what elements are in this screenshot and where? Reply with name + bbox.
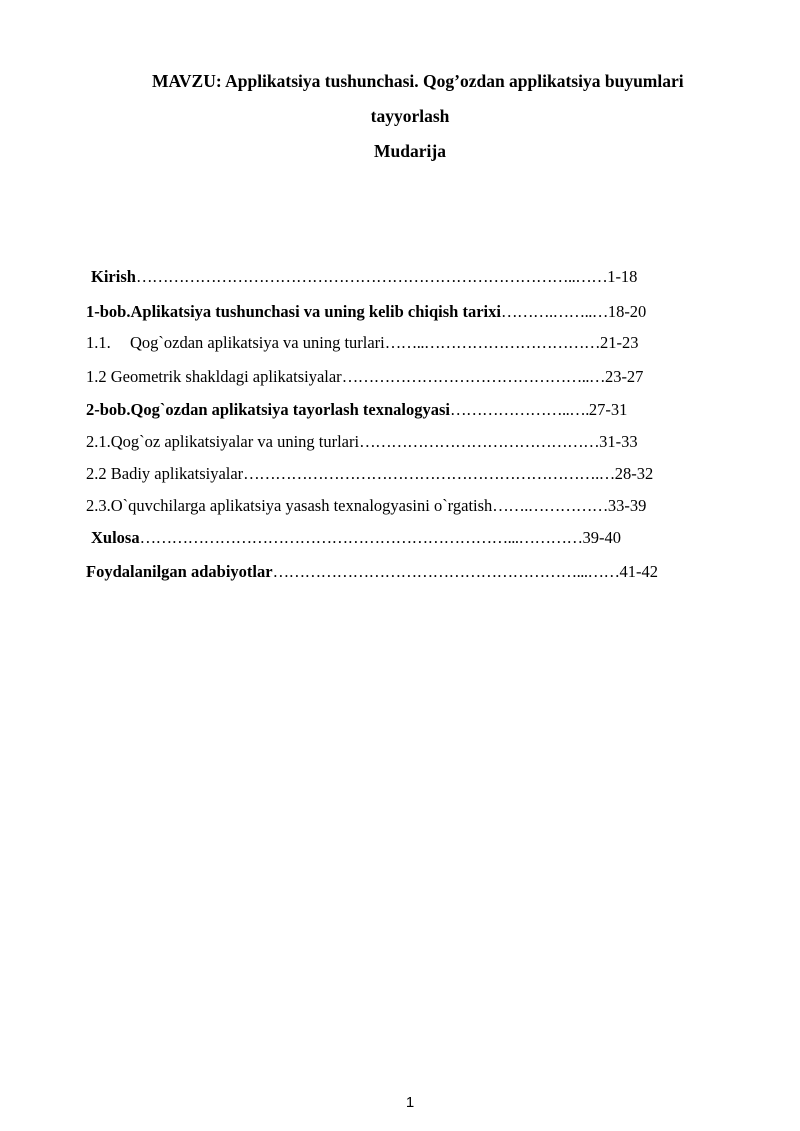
toc-entry-pages: 18-20: [607, 302, 647, 321]
toc-leader-dots: …………………………………………………...……: [272, 562, 620, 581]
toc-entry-pages: 41-42: [619, 562, 658, 581]
toc-entry-label: .Aplikatsiya tushunchasi va uning kelib chiqish tarixi: [126, 302, 501, 321]
toc-leader-dots: ………………………………………..…: [341, 367, 605, 386]
toc-entry-chapter-2: [86, 400, 627, 420]
toc-entry-pages: 31-33: [599, 432, 638, 451]
toc-leader-dots: ……………………………………………………………...…………: [139, 528, 583, 547]
toc-entry-label: 2.3.O`quvchilarga aplikatsiya yasash texnalogyasini o`rgatish: [86, 496, 493, 515]
toc-entry-label: 2.2 Badiy aplikatsiyalar: [86, 464, 244, 483]
toc-entry-chapter-1: [86, 302, 646, 322]
toc-leader-dots: ………………………………………: [359, 432, 600, 451]
toc-entry-2-1: [86, 432, 638, 452]
document-title-continued: tayyorlash: [370, 106, 450, 126]
toc-entry-label: Qog`ozdan aplikatsiya va uning turlari: [130, 333, 385, 352]
toc-entry-prefix: 1.1.: [86, 333, 111, 352]
toc-entry-2-3: [86, 496, 646, 516]
toc-leader-dots: ………………………………………………………………………..……: [135, 267, 608, 286]
toc-leader-dots: ………………………………………………………….…: [243, 464, 615, 483]
toc-entry-pages: 33-39: [607, 496, 647, 515]
toc-entry-1-1: [86, 333, 639, 353]
toc-entry-prefix: 1-bob: [86, 302, 127, 321]
toc-entry-label: Foydalanilgan adabiyotlar: [86, 562, 273, 581]
toc-entry-references: [86, 562, 658, 582]
toc-entry-pages: 1-18: [607, 267, 638, 286]
toc-entry-kirish: [91, 267, 637, 287]
contents-heading: Mudarija: [374, 141, 446, 161]
toc-entry-1-2: [86, 367, 643, 387]
toc-entry-label: 2.1.Qog`oz aplikatsiyalar va uning turlari: [86, 432, 360, 451]
toc-entry-pages: 39-40: [582, 528, 621, 547]
toc-entry-label: Kirish: [91, 267, 136, 286]
toc-entry-pages: 27-31: [588, 400, 628, 419]
toc-entry-pages: 21-23: [600, 333, 639, 352]
toc-leader-dots: …………………..….: [449, 400, 589, 419]
toc-entry-label: 1.2 Geometrik shakldagi aplikatsiyalar: [86, 367, 342, 386]
toc-entry-label: Xulosa: [91, 528, 140, 547]
document-title: MAVZU: Applikatsiya tushunchasi. Qog’ozdan applikatsiya buyumlari: [152, 71, 684, 91]
toc-entry-xulosa: [91, 528, 621, 548]
toc-entry-prefix: 2-bob: [86, 400, 127, 419]
toc-entry-pages: 23-27: [604, 367, 644, 386]
toc-entry-pages: 28-32: [614, 464, 654, 483]
toc-entry-label: .Qog`ozdan aplikatsiya tayorlash texnalogyasi: [126, 400, 450, 419]
page-number: 1: [405, 1094, 415, 1111]
toc-entry-2-2: [86, 464, 653, 484]
toc-leader-dots: ……..……………………………: [384, 333, 601, 352]
toc-leader-dots: …….……………: [492, 496, 608, 515]
toc-leader-dots: ……….……..…: [500, 302, 608, 321]
